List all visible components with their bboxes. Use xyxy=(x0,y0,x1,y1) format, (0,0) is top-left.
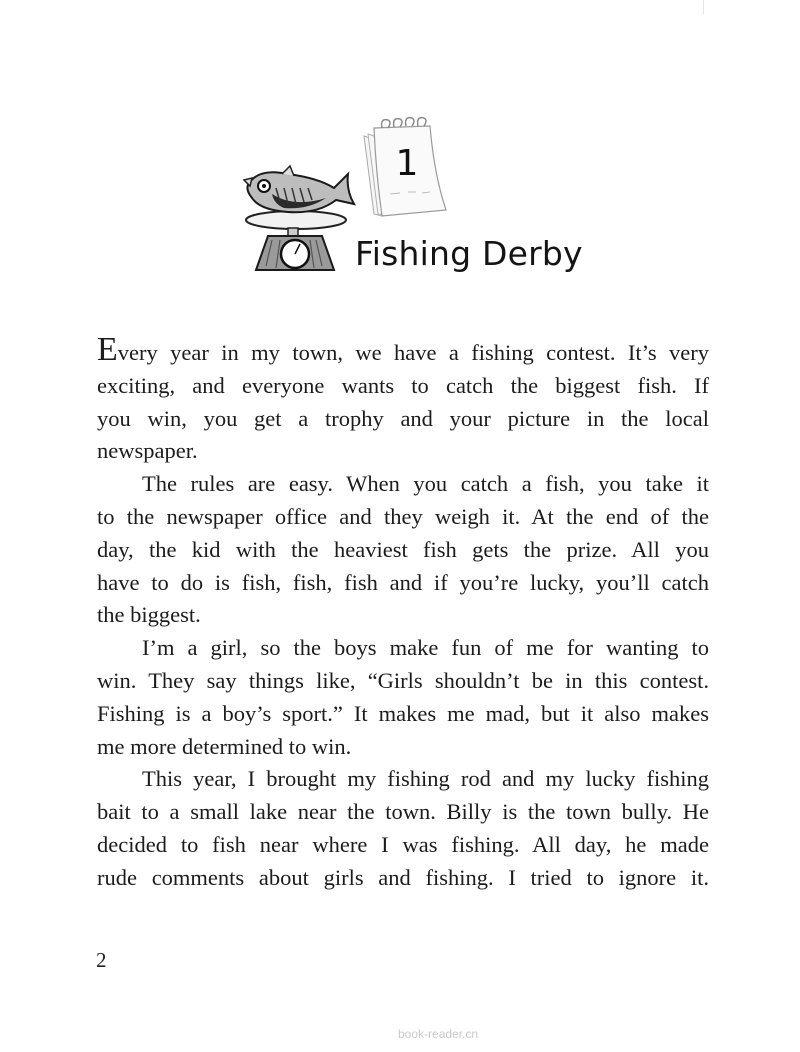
story-line-text: This year, I brought my fishing rod and my lucky fishing xyxy=(142,766,709,792)
story-line xyxy=(97,632,709,665)
story-line-text: The rules are easy. When you catch a fish, you take it xyxy=(142,471,709,497)
story-line xyxy=(97,403,709,436)
story-line xyxy=(97,501,709,534)
story-line-text: have to do is fish, fish, fish and if you’re lucky, you’ll catch xyxy=(97,569,709,595)
story-line-text: rude comments about girls and fishing. I tried to ignore it. xyxy=(97,864,709,890)
calendar-page-icon xyxy=(360,114,450,218)
story-line xyxy=(97,731,709,764)
fish-on-scale-icon xyxy=(238,158,358,274)
story-line xyxy=(97,829,709,862)
story-line-text: decided to fish near where I was fishing. All day, he made xyxy=(97,831,709,857)
watermark: book-reader.cn xyxy=(398,1027,479,1041)
story-line xyxy=(97,331,709,370)
story-line xyxy=(97,534,709,567)
story-line-text: exciting, and everyone wants to catch the biggest fish. If xyxy=(97,372,709,398)
story-line xyxy=(97,370,709,403)
story-line-text: you win, you get a trophy and your picture in the local xyxy=(97,405,709,431)
story-line xyxy=(97,665,709,698)
story-line-text: day, the kid with the heaviest fish gets the prize. All you xyxy=(97,536,709,562)
story-line xyxy=(97,435,709,468)
story-line-text: the biggest. xyxy=(97,602,201,628)
drop-cap: E xyxy=(97,331,118,368)
story-line xyxy=(97,599,709,632)
story-line-text: newspaper. xyxy=(97,438,198,464)
story-line xyxy=(97,862,709,895)
page-number: 2 xyxy=(96,948,107,972)
story-line xyxy=(97,567,709,600)
story-line-text: win. They say things like, “Girls shouldn’t be in this contest. xyxy=(97,667,709,693)
page-edge-mark xyxy=(703,0,704,14)
chapter-title: Fishing Derby xyxy=(355,234,583,273)
story-line-text: I’m a girl, so the boys make fun of me for wanting to xyxy=(142,635,709,661)
chapter-number: 1 xyxy=(395,143,419,184)
story-line-text: very year in my town, we have a fishing contest. It’s very xyxy=(117,340,709,365)
story-body xyxy=(97,331,709,895)
story-line xyxy=(97,796,709,829)
story-line-text: Fishing is a boy’s sport.” It makes me mad, but it also makes xyxy=(97,700,709,726)
story-line xyxy=(97,698,709,731)
story-line-text: to the newspaper office and they weigh it. At the end of the xyxy=(97,503,709,529)
story-line xyxy=(97,763,709,796)
story-line-text: bait to a small lake near the town. Billy is the town bully. He xyxy=(97,799,709,825)
story-line-text: me more determined to win. xyxy=(97,733,352,759)
story-line xyxy=(97,468,709,501)
